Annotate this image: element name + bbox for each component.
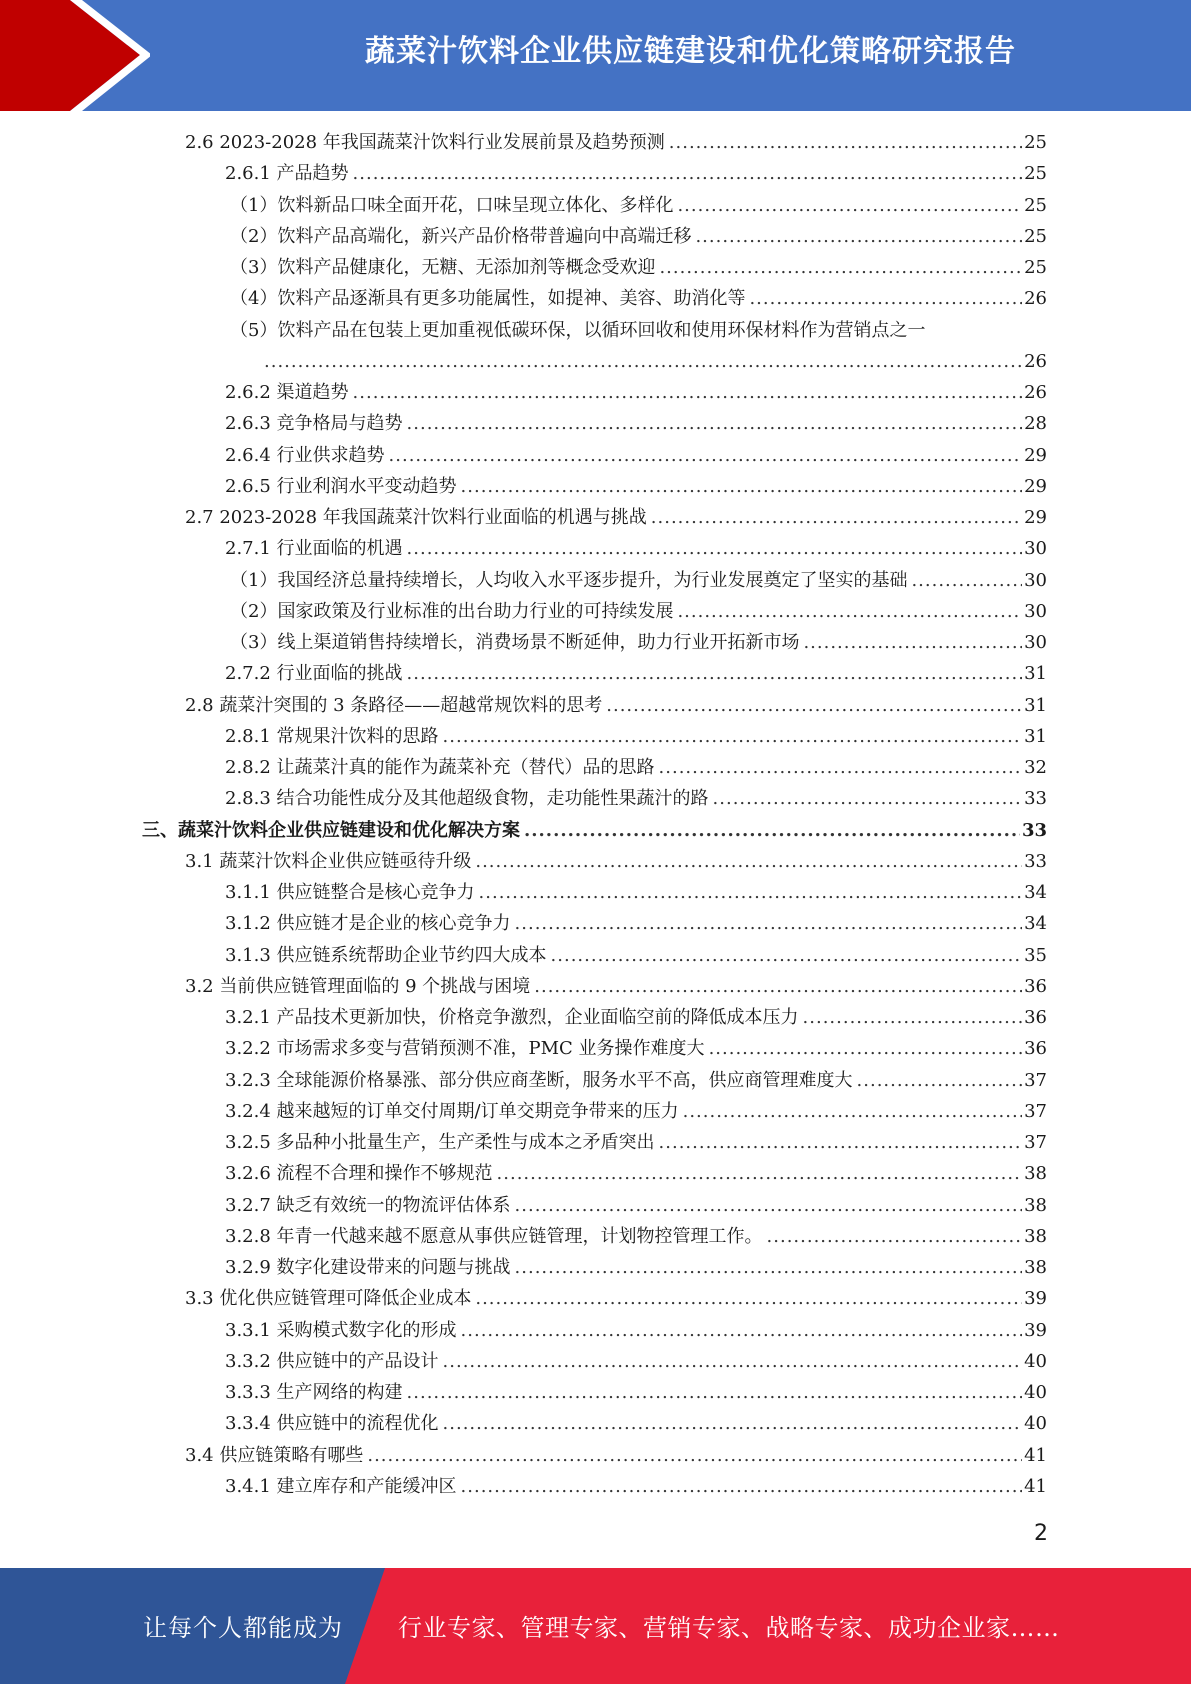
toc-item[interactable] <box>0 690 1191 721</box>
toc-leader-dots <box>911 565 1022 596</box>
toc-item[interactable] <box>0 815 1191 846</box>
toc-entry-title: 3.3.1 采购模式数字化的形成 <box>225 1319 457 1341</box>
toc-entry-title: （3）线上渠道销售持续增长，消费场景不断延伸，助力行业开拓新市场 <box>230 632 800 653</box>
toc-entry-title: 3.1.3 供应链系统帮助企业节约四大成本 <box>225 944 547 966</box>
toc-leader-dots <box>461 1471 1023 1502</box>
page-header <box>0 0 1191 111</box>
toc-leader-dots <box>515 908 1023 939</box>
toc-entry <box>185 690 1047 721</box>
toc-entry-page: 29 <box>1024 507 1047 528</box>
document-title: 蔬菜汁饮料企业供应链建设和优化策略研究报告 <box>365 34 1016 69</box>
toc-leader-dots <box>651 502 1022 533</box>
toc-item[interactable] <box>0 1408 1191 1439</box>
toc-entry-page: 25 <box>1024 163 1047 185</box>
toc-item[interactable] <box>0 1283 1191 1314</box>
toc-item[interactable] <box>0 190 1191 221</box>
toc-entry <box>225 1377 1047 1408</box>
toc-entry <box>225 1127 1047 1158</box>
toc-entry-page: 40 <box>1024 1413 1047 1435</box>
toc-entry <box>225 1065 1047 1096</box>
toc-entry <box>230 190 1047 221</box>
toc-entry <box>230 252 1047 283</box>
toc-entry <box>225 471 1047 502</box>
toc-item[interactable] <box>0 1252 1191 1283</box>
toc-leader-dots <box>677 596 1022 627</box>
toc-entry <box>230 283 1047 314</box>
toc-item[interactable] <box>0 1377 1191 1408</box>
toc-entry <box>225 940 1047 971</box>
toc-item[interactable] <box>0 1190 1191 1221</box>
toc-entry-page: 31 <box>1024 663 1047 685</box>
toc-item[interactable] <box>0 346 1191 377</box>
toc-leader-dots <box>677 190 1022 221</box>
toc-entry-page: 25 <box>1024 132 1047 153</box>
toc-entry <box>225 877 1047 908</box>
toc-item[interactable] <box>0 721 1191 752</box>
toc-entry-page: 36 <box>1024 1007 1047 1028</box>
toc-item[interactable] <box>0 221 1191 252</box>
toc-leader-dots <box>515 1252 1023 1283</box>
toc-leader-dots <box>264 346 1022 377</box>
toc-item[interactable] <box>0 440 1191 471</box>
toc-entry-page: 33 <box>1024 788 1047 810</box>
toc-leader-dots <box>669 127 1022 158</box>
toc-leader-dots <box>389 440 1023 471</box>
toc-entry-page: 39 <box>1024 1288 1047 1310</box>
toc-leader-dots <box>803 627 1022 658</box>
toc-entry-title: 2.7.2 行业面临的挑战 <box>225 663 403 685</box>
toc-entry-title: 2.6.2 渠道趋势 <box>225 382 349 403</box>
toc-leader-dots <box>443 721 1023 752</box>
toc-item[interactable] <box>0 533 1191 564</box>
toc-item[interactable] <box>0 377 1191 408</box>
toc-entry <box>260 346 1047 377</box>
toc-entry-page: 36 <box>1024 975 1047 997</box>
toc-entry <box>230 596 1047 627</box>
toc-entry-page: 34 <box>1024 882 1047 903</box>
toc-entry-title: 3.2.5 多品种小批量生产，生产柔性与成本之矛盾突出 <box>225 1132 655 1153</box>
toc-entry-page: 39 <box>1024 1319 1047 1341</box>
toc-entry-page: 26 <box>1024 350 1047 372</box>
toc-item[interactable] <box>0 1315 1191 1346</box>
toc-leader-dots <box>857 1065 1023 1096</box>
toc-entry <box>225 752 1047 783</box>
toc-entry <box>142 815 1047 846</box>
toc-item[interactable] <box>0 940 1191 971</box>
toc-leader-dots <box>407 533 1023 564</box>
toc-item[interactable] <box>0 158 1191 189</box>
toc-leader-dots <box>475 846 1022 877</box>
toc-entry-title: 3.1.2 供应链才是企业的核心竞争力 <box>225 913 511 935</box>
toc-entry <box>230 221 1047 252</box>
toc-item[interactable] <box>0 971 1191 1002</box>
toc-entry <box>230 565 1047 596</box>
toc-entry-title: （3）饮料产品健康化，无糖、无添加剂等概念受欢迎 <box>230 257 656 278</box>
toc-leader-dots <box>524 815 1020 846</box>
toc-item[interactable] <box>0 502 1191 533</box>
table-of-contents <box>0 127 1191 1502</box>
toc-leader-dots <box>475 1283 1022 1314</box>
toc-entry-title: 3.4.1 建立库存和产能缓冲区 <box>225 1475 457 1497</box>
toc-entry <box>185 502 1047 533</box>
toc-entry <box>225 440 1047 471</box>
toc-item[interactable] <box>0 1096 1191 1127</box>
toc-leader-dots <box>443 1346 1023 1377</box>
toc-leader-dots <box>515 1190 1023 1221</box>
toc-leader-dots <box>659 252 1022 283</box>
toc-leader-dots <box>683 1096 1023 1127</box>
toc-leader-dots <box>709 1033 1023 1064</box>
toc-entry-title: 3.2.8 年青一代越来越不愿意从事供应链管理，计划物控管理工作。 <box>225 1225 763 1247</box>
toc-item[interactable] <box>0 1221 1191 1252</box>
toc-item[interactable] <box>0 846 1191 877</box>
toc-item[interactable] <box>0 908 1191 939</box>
toc-item[interactable] <box>0 1065 1191 1096</box>
toc-leader-dots <box>407 408 1023 439</box>
toc-entry-title: 三、蔬菜汁饮料企业供应链建设和优化解决方案 <box>142 819 520 841</box>
toc-entry <box>225 1408 1047 1439</box>
toc-item[interactable] <box>0 315 1191 346</box>
toc-entry-title: （1）饮料新品口味全面开花，口味呈现立体化、多样化 <box>230 194 674 216</box>
toc-entry-title: 2.8.2 让蔬菜汁真的能作为蔬菜补充（替代）品的思路 <box>225 757 655 778</box>
toc-entry-page: 28 <box>1024 413 1047 435</box>
toc-item[interactable] <box>0 1127 1191 1158</box>
toc-entry <box>225 408 1047 439</box>
toc-item[interactable] <box>0 127 1191 158</box>
toc-entry-page: 30 <box>1024 600 1047 622</box>
toc-entry-page: 26 <box>1024 382 1047 403</box>
toc-entry <box>225 1346 1047 1377</box>
toc-entry-title: 3.2.9 数字化建设带来的问题与挑战 <box>225 1257 511 1278</box>
toc-item[interactable] <box>0 783 1191 814</box>
toc-entry-title: 2.8.1 常规果汁饮料的思路 <box>225 725 439 747</box>
toc-item[interactable] <box>0 283 1191 314</box>
toc-entry-page: 25 <box>1024 257 1047 278</box>
toc-item[interactable] <box>0 1471 1191 1502</box>
toc-entry <box>230 627 1047 658</box>
toc-entry-page: 38 <box>1024 1225 1047 1247</box>
toc-item[interactable] <box>0 877 1191 908</box>
toc-entry-page: 37 <box>1024 1069 1047 1091</box>
toc-leader-dots <box>659 1127 1023 1158</box>
toc-entry <box>185 1283 1047 1314</box>
toc-entry <box>225 783 1047 814</box>
toc-entry-page: 31 <box>1024 694 1047 716</box>
toc-item[interactable] <box>0 1033 1191 1064</box>
toc-entry <box>225 158 1047 189</box>
toc-item[interactable] <box>0 1346 1191 1377</box>
toc-entry-page: 30 <box>1024 632 1047 653</box>
toc-entry <box>225 1315 1047 1346</box>
toc-entry-page: 38 <box>1024 1257 1047 1278</box>
toc-item[interactable] <box>0 471 1191 502</box>
toc-entry-page: 25 <box>1024 194 1047 216</box>
toc-entry-title: 3.3 优化供应链管理可降低企业成本 <box>185 1288 472 1310</box>
toc-entry-title: 2.7 2023-2028 年我国蔬菜汁饮料行业面临的机遇与挑战 <box>185 507 647 528</box>
toc-entry-title: 2.8 蔬菜汁突围的 3 条路径——超越常规饮料的思考 <box>185 694 603 716</box>
toc-entry-page: 33 <box>1021 819 1047 841</box>
toc-entry <box>225 1033 1047 1064</box>
toc-entry-title: 3.3.3 生产网络的构建 <box>225 1382 403 1403</box>
toc-entry-title: 2.6.4 行业供求趋势 <box>225 444 385 466</box>
toc-entry-title: 3.4 供应链策略有哪些 <box>185 1444 364 1466</box>
toc-leader-dots <box>551 940 1023 971</box>
toc-item[interactable] <box>0 596 1191 627</box>
page-number: 2 <box>1034 1521 1048 1546</box>
toc-entry <box>185 127 1047 158</box>
toc-entry-page: 31 <box>1024 725 1047 747</box>
toc-entry <box>225 533 1047 564</box>
toc-leader-dots <box>659 752 1023 783</box>
toc-leader-dots <box>367 1440 1022 1471</box>
toc-entry <box>185 846 1047 877</box>
toc-leader-dots <box>407 1377 1023 1408</box>
toc-entry-title: 2.6 2023-2028 年我国蔬菜汁饮料行业发展前景及趋势预测 <box>185 132 665 153</box>
toc-entry-title: 2.7.1 行业面临的机遇 <box>225 538 403 560</box>
toc-entry-page: 37 <box>1024 1132 1047 1153</box>
toc-entry-title: 2.6.3 竞争格局与趋势 <box>225 413 403 435</box>
toc-entry <box>225 658 1047 689</box>
toc-item[interactable] <box>0 1158 1191 1189</box>
toc-entry-title: （2）饮料产品高端化，新兴产品价格带普遍向中高端迁移 <box>230 225 692 247</box>
toc-entry-page: 30 <box>1024 538 1047 560</box>
toc-entry-page: 36 <box>1024 1038 1047 1060</box>
toc-leader-dots <box>695 221 1022 252</box>
toc-entry-title: （4）饮料产品逐渐具有更多功能属性，如提神、美容、助消化等 <box>230 288 746 310</box>
toc-entry-page: 37 <box>1024 1100 1047 1122</box>
toc-leader-dots <box>407 658 1023 689</box>
toc-item[interactable] <box>0 658 1191 689</box>
toc-entry-title: 3.2 当前供应链管理面临的 9 个挑战与困境 <box>185 975 531 997</box>
toc-entry-page: 35 <box>1024 944 1047 966</box>
toc-entry-page: 41 <box>1024 1475 1047 1497</box>
toc-entry-page: 26 <box>1024 288 1047 310</box>
toc-entry <box>230 315 1047 346</box>
header-chevron-decoration <box>0 0 150 111</box>
toc-item[interactable] <box>0 408 1191 439</box>
toc-entry-title: 3.2.4 越来越短的订单交付周期/订单交期竞争带来的压力 <box>225 1100 679 1122</box>
toc-entry <box>185 1440 1047 1471</box>
toc-entry-title: 3.2.6 流程不合理和操作不够规范 <box>225 1163 493 1185</box>
toc-item[interactable] <box>0 752 1191 783</box>
toc-entry-page: 25 <box>1024 225 1047 247</box>
toc-entry-title: 3.2.1 产品技术更新加快，价格竞争激烈，企业面临空前的降低成本压力 <box>225 1007 799 1028</box>
toc-entry <box>225 1190 1047 1221</box>
toc-leader-dots <box>803 1002 1023 1033</box>
toc-entry-title: 2.6.1 产品趋势 <box>225 163 349 185</box>
toc-entry <box>225 908 1047 939</box>
toc-entry-page: 29 <box>1024 475 1047 497</box>
page-footer <box>0 1568 1191 1684</box>
toc-leader-dots <box>353 158 1023 189</box>
toc-entry <box>225 721 1047 752</box>
toc-entry <box>225 1002 1047 1033</box>
toc-entry-title: 2.6.5 行业利润水平变动趋势 <box>225 475 457 497</box>
toc-entry-page: 30 <box>1024 569 1047 591</box>
toc-entry-title: 3.2.7 缺乏有效统一的物流评估体系 <box>225 1194 511 1216</box>
toc-entry-title: 3.3.2 供应链中的产品设计 <box>225 1350 439 1372</box>
toc-item[interactable] <box>0 1002 1191 1033</box>
toc-leader-dots <box>534 971 1022 1002</box>
toc-entry <box>225 1158 1047 1189</box>
toc-entry-title: （5）饮料产品在包装上更加重视低碳环保，以循环回收和使用环保材料作为营销点之一 <box>230 319 926 341</box>
toc-entry-page: 29 <box>1024 444 1047 466</box>
toc-entry-page: 32 <box>1024 757 1047 778</box>
toc-entry-page: 40 <box>1024 1382 1047 1403</box>
toc-leader-dots <box>713 783 1023 814</box>
toc-leader-dots <box>479 877 1023 908</box>
toc-leader-dots <box>443 1408 1023 1439</box>
toc-entry-page: 38 <box>1024 1163 1047 1185</box>
toc-entry-title: （1）我国经济总量持续增长，人均收入水平逐步提升，为行业发展奠定了坚实的基础 <box>230 569 908 591</box>
toc-entry-title: 3.2.2 市场需求多变与营销预测不准，PMC 业务操作难度大 <box>225 1038 705 1060</box>
toc-entry-title: 3.1 蔬菜汁饮料企业供应链亟待升级 <box>185 850 472 872</box>
toc-entry <box>225 1471 1047 1502</box>
toc-item[interactable] <box>0 252 1191 283</box>
toc-entry-page: 41 <box>1024 1444 1047 1466</box>
toc-entry-title: 3.3.4 供应链中的流程优化 <box>225 1413 439 1435</box>
toc-leader-dots <box>606 690 1022 721</box>
toc-leader-dots <box>497 1158 1023 1189</box>
toc-entry-title: 3.1.1 供应链整合是核心竞争力 <box>225 882 475 903</box>
toc-entry-page: 38 <box>1024 1194 1047 1216</box>
toc-entry-page: 33 <box>1024 850 1047 872</box>
toc-leader-dots <box>767 1221 1023 1252</box>
toc-leader-dots <box>353 377 1023 408</box>
toc-entry <box>225 1096 1047 1127</box>
toc-entry-page: 34 <box>1024 913 1047 935</box>
toc-leader-dots <box>461 1315 1023 1346</box>
footer-slogan-right: 行业专家、管理专家、营销专家、战略专家、成功企业家…… <box>398 1614 1060 1642</box>
toc-leader-dots <box>749 283 1022 314</box>
toc-entry <box>225 377 1047 408</box>
toc-leader-dots <box>461 471 1023 502</box>
toc-item[interactable] <box>0 565 1191 596</box>
toc-item[interactable] <box>0 627 1191 658</box>
toc-entry-page: 40 <box>1024 1350 1047 1372</box>
toc-entry <box>225 1221 1047 1252</box>
toc-entry-title: （2）国家政策及行业标准的出台助力行业的可持续发展 <box>230 600 674 622</box>
footer-slogan-left: 让每个人都能成为 <box>143 1614 343 1642</box>
toc-entry-title: 2.8.3 结合功能性成分及其他超级食物，走功能性果蔬汁的路 <box>225 788 709 810</box>
toc-item[interactable] <box>0 1440 1191 1471</box>
toc-entry-title: 3.2.3 全球能源价格暴涨、部分供应商垄断，服务水平不高，供应商管理难度大 <box>225 1069 853 1091</box>
toc-entry <box>185 971 1047 1002</box>
toc-entry <box>225 1252 1047 1283</box>
